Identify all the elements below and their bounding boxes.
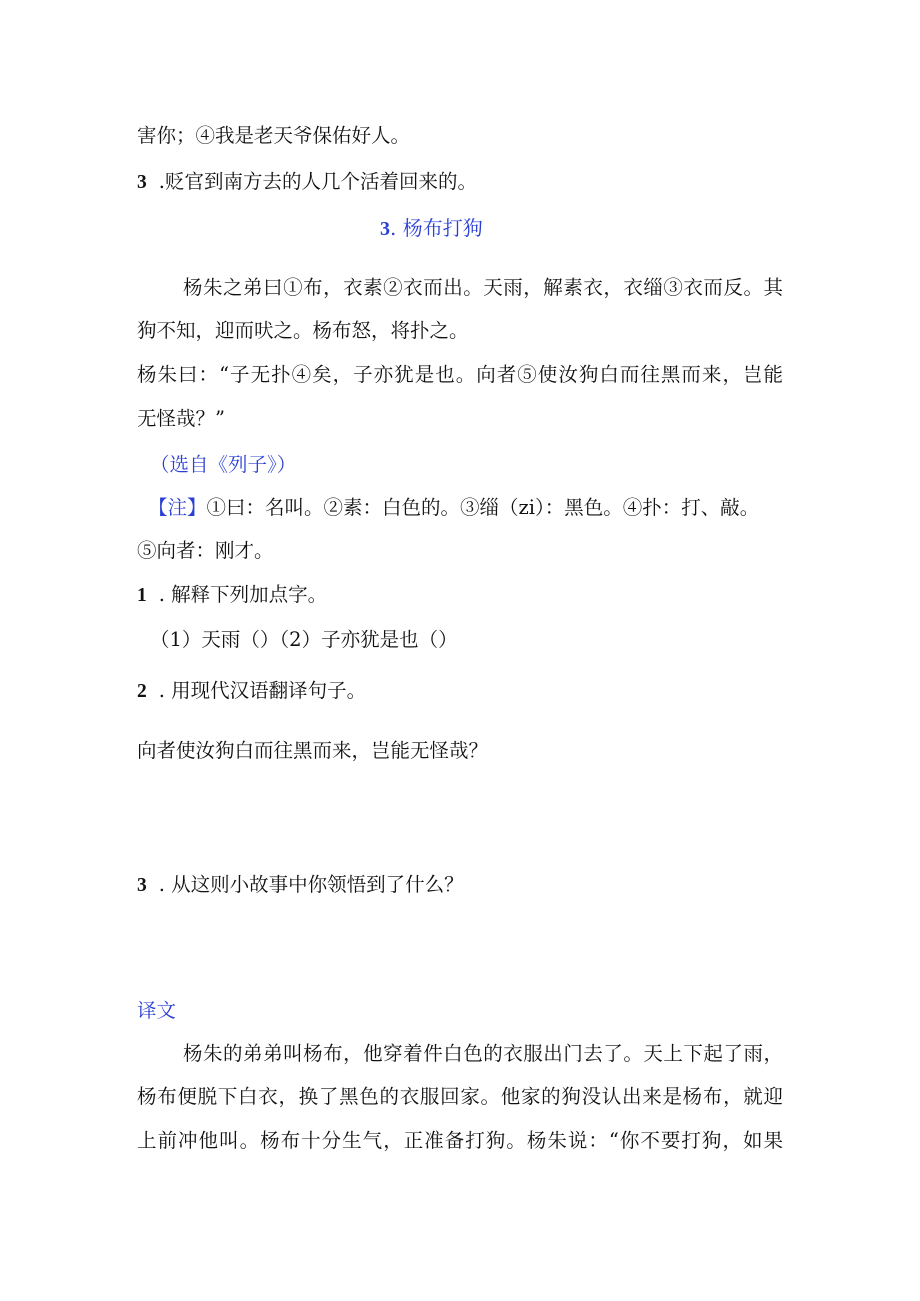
question-text: . 从这则小故事中你领悟到了什么？ bbox=[158, 873, 464, 896]
translation-heading: 译文 bbox=[137, 999, 177, 1022]
question-1-items: （1）天雨（）（2）子亦犹是也（） bbox=[150, 628, 458, 651]
notes-line: ⑤向者：刚才。 bbox=[137, 539, 274, 562]
question-1 bbox=[137, 581, 327, 610]
question-text: .贬官到南方去的人几个活着回来的。 bbox=[158, 170, 477, 193]
question-text: . 解释下列加点字。 bbox=[158, 583, 328, 606]
text-line: 害你；④我是老天爷保佑好人。 bbox=[137, 124, 411, 147]
section-title-text: . 杨布打狗 bbox=[390, 216, 483, 240]
question-text: . 用现代汉语翻译句子。 bbox=[158, 679, 367, 702]
passage-line: 无怪哉？” bbox=[137, 407, 225, 430]
source-citation: （选自《列子》） bbox=[150, 453, 297, 476]
passage-line: 杨朱之弟曰①布，衣素②衣而出。天雨，解素衣，衣缁③衣而反。其 bbox=[183, 276, 783, 299]
note-text: ①曰：名叫。②素：白色的。③缁（zi）：黑色。④扑：打、敲。 bbox=[206, 496, 760, 519]
question-number: 3 bbox=[137, 875, 147, 896]
passage-line: 杨朱曰：“子无扑④矣，子亦犹是也。向者⑤使汝狗白而往黑而来，岂能 bbox=[137, 363, 783, 386]
translation-line: 杨布便脱下白衣，换了黑色的衣服回家。他家的狗没认出来是杨布，就迎 bbox=[137, 1085, 783, 1108]
translation-line: 杨朱的弟弟叫杨布，他穿着件白色的衣服出门去了。天上下起了雨， bbox=[183, 1042, 783, 1065]
notes-line bbox=[148, 494, 796, 522]
question-2 bbox=[137, 677, 366, 706]
section-title bbox=[380, 214, 483, 243]
passage-line: 狗不知，迎而吠之。杨布怒，将扑之。 bbox=[137, 319, 469, 342]
section-number: 3 bbox=[380, 218, 390, 240]
note-label: 【注】 bbox=[148, 496, 207, 519]
question-number: 2 bbox=[137, 681, 147, 702]
question-3 bbox=[137, 871, 464, 900]
question-3-previous bbox=[137, 168, 477, 197]
question-number: 1 bbox=[137, 585, 147, 606]
translation-line: 上前冲他叫。杨布十分生气，正准备打狗。杨朱说：“你不要打狗，如果 bbox=[137, 1129, 783, 1152]
question-2-sentence: 向者使汝狗白而往黑而来，岂能无怪哉？ bbox=[137, 739, 489, 762]
question-number: 3 bbox=[137, 172, 147, 193]
